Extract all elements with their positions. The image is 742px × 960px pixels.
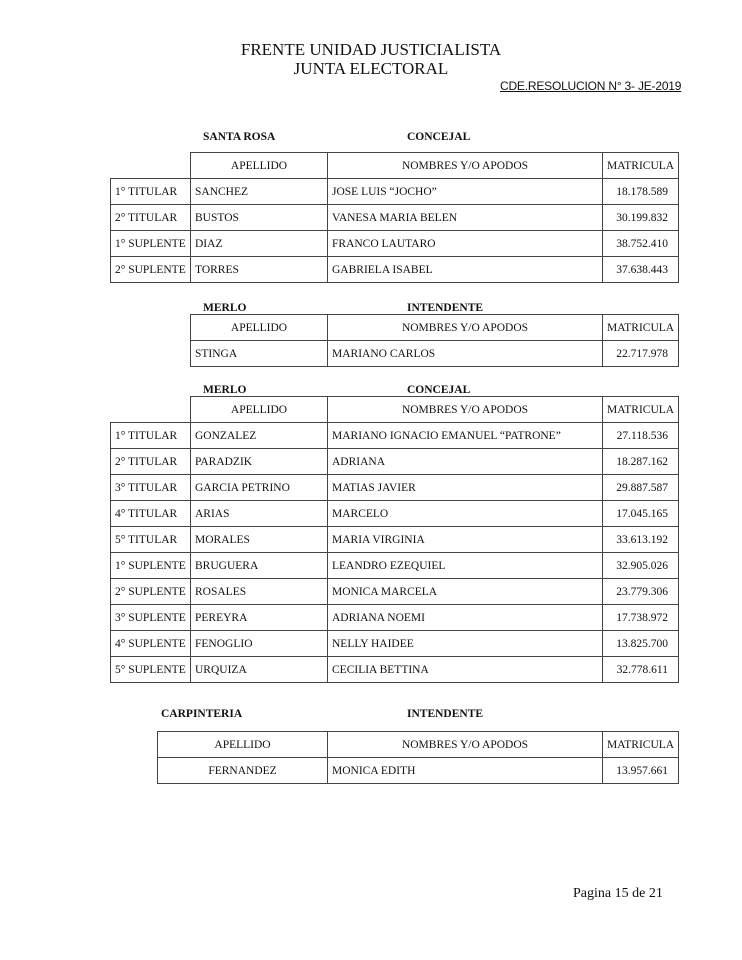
table-row [111,553,679,579]
cell-nombres: MATIAS JAVIER [328,475,603,501]
cell-cargo: 2° SUPLENTE [111,257,191,283]
cell-apellido: TORRES [191,257,328,283]
table-header-row [158,732,679,758]
candidates-table [157,731,679,784]
cell-nombres: VANESA MARIA BELEN [328,205,603,231]
cell-matricula: 32.778.611 [603,657,679,683]
cell-nombres: MARIANO CARLOS [328,341,603,367]
section-place: MERLO [203,302,247,314]
col-nombres: NOMBRES Y/O APODOS [328,315,603,341]
cell-apellido: ROSALES [191,579,328,605]
section-office: CONCEJAL [407,384,471,396]
resolution-number: CDE.RESOLUCION N° 3- JE-2019 [500,79,682,93]
cell-cargo: 2° TITULAR [111,205,191,231]
cell-cargo: 1° SUPLENTE [111,553,191,579]
cell-cargo: 3° SUPLENTE [111,605,191,631]
cell-apellido: PARADZIK [191,449,328,475]
cell-nombres: ADRIANA [328,449,603,475]
cell-nombres: LEANDRO EZEQUIEL [328,553,603,579]
section-office: INTENDENTE [407,708,484,720]
cell-matricula: 23.779.306 [603,579,679,605]
table-header-row [111,397,679,423]
candidates-table [110,396,679,683]
cell-matricula: 17.738.972 [603,605,679,631]
table-row [111,179,679,205]
cell-matricula: 27.118.536 [603,423,679,449]
cell-matricula: 18.287.162 [603,449,679,475]
cell-apellido: PEREYRA [191,605,328,631]
candidates-table [110,152,679,283]
cell-nombres: GABRIELA ISABEL [328,257,603,283]
cell-matricula: 33.613.192 [603,527,679,553]
cell-nombres: MARCELO [328,501,603,527]
cell-apellido: SANCHEZ [191,179,328,205]
table-row [111,205,679,231]
table-row [191,341,679,367]
cell-apellido: FENOGLIO [191,631,328,657]
cell-cargo: 5° TITULAR [111,527,191,553]
section-office: INTENDENTE [407,302,484,314]
cell-apellido: FERNANDEZ [158,758,328,784]
col-apellido: APELLIDO [191,397,328,423]
col-nombres: NOMBRES Y/O APODOS [328,153,603,179]
table-row [111,605,679,631]
table-row [111,475,679,501]
cell-nombres: JOSE LUIS “JOCHO” [328,179,603,205]
cell-nombres: MARIA VIRGINIA [328,527,603,553]
cell-matricula: 32.905.026 [603,553,679,579]
cell-matricula: 30.199.832 [603,205,679,231]
cell-cargo: 4° SUPLENTE [111,631,191,657]
col-matricula: MATRICULA [603,315,679,341]
table-header-row [191,315,679,341]
cell-matricula: 38.752.410 [603,231,679,257]
table-row [111,449,679,475]
col-apellido: APELLIDO [191,153,328,179]
party-title: FRENTE UNIDAD JUSTICIALISTA [240,40,502,59]
table-row [111,657,679,683]
cell-cargo: 1° TITULAR [111,423,191,449]
cell-nombres: FRANCO LAUTARO [328,231,603,257]
cell-nombres: NELLY HAIDEE [328,631,603,657]
cell-apellido: URQUIZA [191,657,328,683]
section-place: MERLO [203,384,247,396]
cell-matricula: 13.825.700 [603,631,679,657]
table-row [111,257,679,283]
cell-matricula: 22.717.978 [603,341,679,367]
cell-matricula: 17.045.165 [603,501,679,527]
table-row [111,231,679,257]
col-nombres: NOMBRES Y/O APODOS [328,732,603,758]
cell-apellido: MORALES [191,527,328,553]
cell-nombres: MARIANO IGNACIO EMANUEL “PATRONE” [328,423,603,449]
col-matricula: MATRICULA [603,732,679,758]
cell-cargo: 2° TITULAR [111,449,191,475]
cell-cargo: 5° SUPLENTE [111,657,191,683]
col-apellido: APELLIDO [191,315,328,341]
col-apellido: APELLIDO [158,732,328,758]
cell-matricula: 18.178.589 [603,179,679,205]
cell-nombres: ADRIANA NOEMI [328,605,603,631]
table-row [111,579,679,605]
cell-nombres: MONICA MARCELA [328,579,603,605]
section-office: CONCEJAL [407,131,471,143]
cell-nombres: MONICA EDITH [328,758,603,784]
cell-matricula: 37.638.443 [603,257,679,283]
cell-apellido: BRUGUERA [191,553,328,579]
table-row [111,501,679,527]
cell-matricula: 13.957.661 [603,758,679,784]
board-title: JUNTA ELECTORAL [293,59,449,78]
cell-cargo: 3° TITULAR [111,475,191,501]
cell-cargo: 1° TITULAR [111,179,191,205]
col-matricula: MATRICULA [603,397,679,423]
cell-cargo: 1° SUPLENTE [111,231,191,257]
cell-apellido: GARCIA PETRINO [191,475,328,501]
cell-matricula: 29.887.587 [603,475,679,501]
table-row [111,631,679,657]
page-number: Pagina 15 de 21 [573,886,663,901]
cell-apellido: STINGA [191,341,328,367]
section-place: CARPINTERIA [161,708,243,720]
cell-cargo: 4° TITULAR [111,501,191,527]
table-row [158,758,679,784]
cell-cargo: 2° SUPLENTE [111,579,191,605]
col-nombres: NOMBRES Y/O APODOS [328,397,603,423]
table-row [111,527,679,553]
candidates-table [190,314,679,367]
cell-apellido: GONZALEZ [191,423,328,449]
table-header-row [111,153,679,179]
cell-apellido: DIAZ [191,231,328,257]
cell-apellido: ARIAS [191,501,328,527]
cell-apellido: BUSTOS [191,205,328,231]
table-row [111,423,679,449]
cell-nombres: CECILIA BETTINA [328,657,603,683]
col-matricula: MATRICULA [603,153,679,179]
section-place: SANTA ROSA [203,131,276,143]
